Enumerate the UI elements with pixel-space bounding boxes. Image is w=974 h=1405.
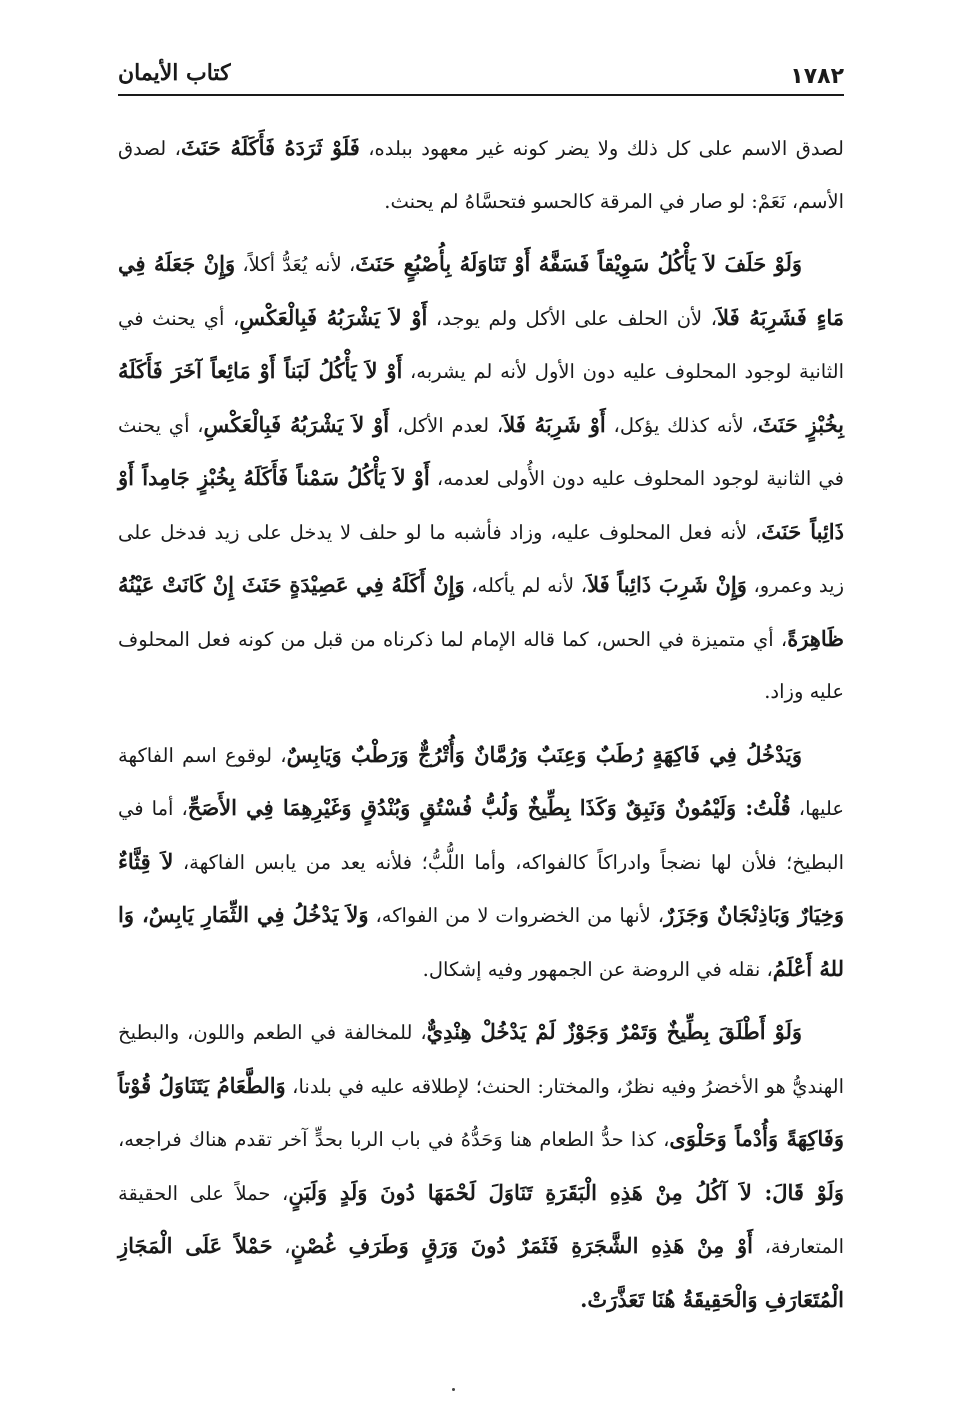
matn-text: وَلَوْ قَالَ: لاَ آكُلُ مِنْ هَذِهِ الْبَقَرَةِ تَنَاوَلَ لَحْمَهَا دُونَ وَلَدٍ وَلَبَنٍ [288, 1179, 844, 1205]
matn-text: حَمْلاً عَلَى الْمَجَازِ الْمُتَعَارَفِ وَالْحَقِيقَةُ هُنَا تَعَذَّرَتْ. [118, 1233, 844, 1312]
commentary-text: ، لأنه يُعَدُّ أكلاً، [235, 253, 356, 276]
commentary-text: ، كذا حدُّ الطعام هنا وَحَدُّهُ في باب الربا بحدٍّ آخر تقدم هناك فراجعه، [118, 1128, 670, 1151]
running-header-title: كتاب الأيمان [118, 60, 231, 86]
commentary-text: ، أما في البطيخ؛ فلأن لها نضجاً وادراكاً كالفواكه، وأما اللُّبُّ؛ فلأنه يعد من يابس الفاكهة، [118, 797, 844, 874]
commentary-text: ، لوقوع اسم الفاكهة عليها، [118, 743, 844, 820]
matn-text: قُلْتُ: وَلَيْمُونٌ وَنَبِقٌ وَكَذَا بِطِّيخٌ وَلُبُّ فُسْتُقٍ وَبُنْدُقٍ وَغَيْرِهِمَا فِي الأَصَحِّ [187, 795, 791, 820]
commentary-text: ، نقله في الروضة عن الجمهور وفيه إشكال. [422, 957, 773, 981]
commentary-text: ، حملاً على الحقيقة المتعارفة، [118, 1181, 844, 1258]
commentary-text: ، أي يحنث في الثانية لوجود المحلوف عليه دون الأُولى لعدمه، [118, 413, 844, 490]
matn-text: أَوْ لاَ يَأْكُلُ لَبَناً أَوْ مَائِعاً آخَرَ فَأَكَلَهُ بِخُبْزٍ حَنَثَ [118, 358, 844, 437]
matn-text: أَوْ لاَ يَشْرَبُهُ فَبِالْعَكْسِ [239, 304, 428, 330]
matn-text: أَوْ لاَ يَشْرَبُهُ فَبِالْعَكْسِ [203, 411, 390, 437]
commentary-text: لصدق الاسم على كل ذلك ولا يضر كونه غير معهود ببلده، [359, 137, 844, 160]
commentary-text: ، لأنها من الخضروات لا من الفواكه، [368, 904, 665, 927]
matn-text: وَالطَّعَامُ يَتَنَاوَلُ قُوْتاً وَفَاكِهَةً وَأُدْماً وَحَلْوَى [118, 1072, 844, 1151]
matn-text: وَيَدْخُلُ فِي فَاكِهَةٍ رُطَبٌ وَعِنَبٌ وَرُمَّانٌ وَأُتْرُجٌّ وَرَطْبٌ وَيَابِسٌ [286, 741, 802, 767]
matn-text: وَإِنْ جَعَلَهُ فِي مَاءٍ فَشَرِبَهُ فَلاَ [118, 251, 844, 330]
bottom-speck [452, 1388, 455, 1391]
page-number: ١٧٨٢ [790, 64, 844, 89]
matn-text: وَإِنْ شَرِبَ ذَائِباً فَلاَ [587, 572, 747, 597]
paragraph [118, 729, 844, 997]
header-rule [118, 94, 844, 96]
commentary-text: ، [272, 1235, 291, 1258]
commentary-text: ، لأنه فعل المحلوف عليه، وزاد فأشبه ما لو حلف لا يدخل على زيد فدخل على زيد وعمرو، [118, 520, 844, 597]
matn-text: وَلاَ يَدْخُلُ فِي الثِّمَارِ يَابِسٌ، وَا للهُ أَعْلَمُ [118, 902, 844, 981]
matn-text: وَإِنْ أَكَلَهُ فِي عَصِيْدَةٍ حَنَثَ إِنْ كَانَتْ عَيْنُهُ ظَاهِرَةً [118, 572, 844, 651]
commentary-text: ، أي يحنث في الثانية لوجود المحلوف عليه دون الأول لأنه لم يشربه، [118, 306, 844, 383]
matn-text: لاَ قِثَّاءٌ وَخِيَارٌ وَبَاذِنْجَانٌ وَجَزَرٌ [118, 848, 844, 927]
paragraph [118, 1006, 844, 1327]
matn-text: وَلَوْ حَلَفَ لاَ يَأْكُلُ سَوِيْقاً فَسَفَّهُ أَوْ تَنَاوَلَهُ بِأُصْبُعٍ حَنَثَ [355, 251, 802, 276]
matn-text: أَوْ لاَ يَأْكُلُ سَمْناً فَأَكَلَهُ بِخُبْزٍ جَامِداً أَوْ ذَائِباً حَنَثَ [118, 465, 844, 544]
commentary-text: ، لأنه لم يأكله، [464, 574, 588, 597]
paragraph [118, 122, 844, 228]
matn-text: فَلَوْ ثَرَدَهُ فَأَكَلَهُ حَنَثَ [180, 135, 360, 160]
body-text [118, 122, 844, 1337]
commentary-text: ، لصدق الأسم، نَعَمْ: لو صار في المرقة كالحسو فتحسَّاهُ لم يحنث. [118, 137, 844, 213]
paragraph [118, 238, 844, 719]
commentary-text: ، أي متميزة في الحس، كما قاله الإمام لما ذكرناه من قبل من كونه فعل المحلوف عليه وزاد. [118, 627, 844, 703]
matn-text: أَوْ شَرِبَهُ فَلاَ [503, 411, 606, 437]
commentary-text: ، لعدم الأكل، [389, 413, 504, 437]
commentary-text: ، لأن الحلف على الأكل ولم يوجد، [427, 306, 718, 330]
matn-text: وَلَوْ أَطْلَقَ بِطِّيخٌ وَتَمْرٌ وَجَوْزٌ لَمْ يَدْخُلْ هِنْدِيٌّ [426, 1019, 802, 1044]
commentary-text: ، لأنه كذلك يؤكل، [605, 413, 758, 437]
commentary-text: ، للمخالفة في الطعم واللون، والبطيخ الهنديُّ هو الأخضرُ وفيه نظرٌ، والمختار: الحنث؛ لإطلاقه عليه في بلدنا، [118, 1021, 844, 1098]
matn-text: أَوْ مِنْ هَذِهِ الشَّجَرَةِ فَثَمَرٌ دُونَ وَرَقٍ وَطَرَفِ غُصْنٍ [290, 1233, 753, 1258]
